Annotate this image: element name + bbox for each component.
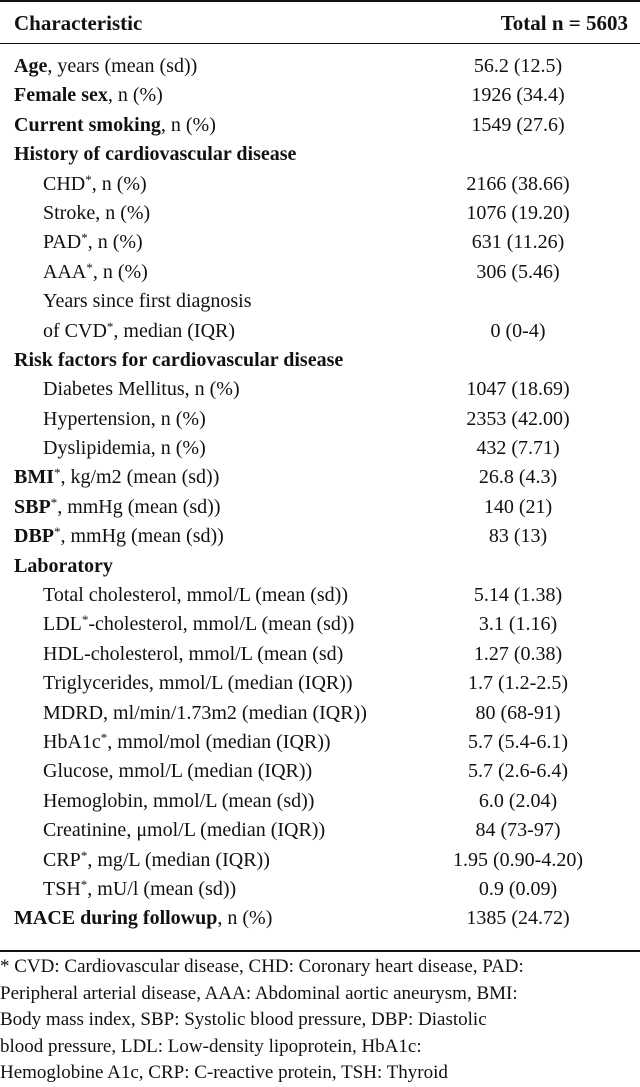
label-unit: , n (%) — [160, 113, 216, 136]
label-term: Hemoglobin — [43, 789, 143, 812]
label-term: HbA1c — [43, 730, 101, 753]
row-value: 5.7 (5.4-6.1) — [468, 730, 568, 753]
footnote-line: blood pressure, LDL: Low-density lipoprotein, HbA1c: — [0, 1035, 422, 1057]
row-value: 0 (0-4) — [490, 319, 546, 342]
table-row — [0, 81, 640, 110]
label-unit: , n (%) — [150, 407, 206, 430]
label-unit: , median (IQR) — [113, 319, 236, 342]
label-term: Total cholesterol — [43, 584, 177, 607]
table-row — [0, 199, 640, 228]
table-header — [0, 6, 640, 40]
table-row — [0, 463, 640, 492]
row-value: 3.1 (1.16) — [478, 613, 558, 636]
label-term-bold: Current smoking — [14, 113, 161, 136]
label-unit: , n (%) — [107, 84, 163, 107]
footnote-marker: * — [100, 729, 108, 745]
label-term: MDRD — [43, 701, 104, 724]
table-row — [0, 522, 640, 551]
row-value: 1047 (18.69) — [466, 378, 570, 401]
table-row — [0, 493, 640, 522]
section-heading-row — [0, 346, 640, 375]
label-term: Triglycerides — [43, 672, 149, 695]
label-unit: , kg/m2 (mean (sd)) — [60, 466, 220, 489]
row-label — [43, 317, 235, 346]
label-term-bold: DBP — [14, 525, 54, 548]
top-rule — [0, 0, 640, 2]
table-row — [0, 581, 640, 610]
row-label — [43, 258, 148, 287]
row-label — [14, 522, 224, 551]
label-term: Years since first diagnosis — [43, 290, 252, 313]
section-heading: Risk factors for cardiovascular disease — [14, 348, 344, 371]
footnote-marker: * — [80, 876, 88, 892]
footnote-marker: * — [106, 318, 114, 334]
footnote-marker: * — [54, 465, 61, 481]
label-unit: , ml/min/1.73m2 (median (IQR)) — [103, 701, 367, 724]
label-term: LDL — [43, 613, 82, 636]
table-row — [0, 52, 640, 81]
label-unit: , n (%) — [87, 231, 143, 254]
label-term: Stroke — [43, 201, 96, 224]
label-unit: , mmol/L (median (IQR)) — [108, 760, 313, 783]
label-term: Diabetes Mellitus — [43, 378, 185, 401]
table-row — [0, 375, 640, 404]
label-unit: , mg/L (median (IQR)) — [87, 848, 270, 871]
row-label — [14, 81, 163, 110]
row-label — [43, 581, 348, 610]
row-label — [14, 52, 197, 81]
row-value: 1385 (24.72) — [466, 907, 570, 930]
label-term: TSH — [43, 877, 81, 900]
section-heading: Laboratory — [14, 554, 113, 577]
table-row — [0, 317, 640, 346]
label-unit: , mmol/L (mean (sd)) — [176, 584, 348, 607]
row-label — [43, 669, 353, 698]
label-term-bold: Female sex — [14, 84, 108, 107]
label-term: of CVD — [43, 319, 107, 342]
table-row — [0, 405, 640, 434]
table-row — [0, 787, 640, 816]
row-label — [43, 405, 206, 434]
row-label — [43, 816, 325, 845]
row-value: 56.2 (12.5) — [473, 55, 563, 77]
row-label — [43, 228, 143, 257]
row-value: 1076 (19.20) — [466, 201, 570, 224]
label-unit: , n (%) — [150, 437, 206, 460]
header-rule — [0, 43, 640, 44]
label-term: Hypertension — [43, 407, 151, 430]
row-value: 1.27 (0.38) — [473, 642, 563, 665]
label-unit: , years (mean (sd)) — [47, 55, 198, 77]
table-row — [0, 434, 640, 463]
footnote-marker: * — [54, 524, 61, 540]
row-value: 83 (13) — [488, 525, 548, 548]
label-term-bold: Age — [14, 55, 48, 77]
label-unit: , mmol/mol (median (IQR)) — [107, 730, 331, 753]
row-label — [14, 463, 219, 492]
row-label — [43, 846, 270, 875]
footnote-line: Body mass index, SBP: Systolic blood pressure, DBP: Diastolic — [0, 1009, 487, 1030]
row-label — [43, 199, 150, 228]
header-total: Total n = 5603 — [500, 11, 628, 35]
label-unit: , mmol/L (median (IQR)) — [148, 672, 353, 695]
label-term: Dyslipidemia — [43, 437, 151, 460]
row-label — [43, 699, 367, 728]
footnote-line: Peripheral arterial disease, AAA: Abdominal aortic aneurysm, BMI: — [0, 982, 518, 1004]
row-label — [14, 904, 272, 933]
row-value: 84 (73-97) — [475, 819, 561, 842]
header-characteristic: Characteristic — [14, 11, 143, 35]
label-term: CHD — [43, 172, 86, 195]
row-value: 1926 (34.4) — [471, 84, 565, 107]
section-heading: History of cardiovascular disease — [14, 143, 297, 166]
table-row — [0, 728, 640, 757]
row-label — [43, 434, 206, 463]
table-row — [0, 228, 640, 257]
table-row — [0, 287, 640, 316]
row-label — [43, 757, 312, 786]
bottom-rule — [0, 950, 640, 952]
table-footnote — [0, 954, 636, 1087]
footnote-marker: * — [85, 171, 92, 187]
label-term: Creatinine — [43, 819, 127, 842]
row-value: 5.7 (2.6-6.4) — [468, 760, 568, 783]
row-value: 80 (68-91) — [475, 701, 561, 724]
footnote-marker: * — [86, 259, 93, 275]
row-label — [43, 787, 314, 816]
table-body — [0, 52, 640, 934]
table-row — [0, 757, 640, 786]
row-value: 306 (5.46) — [476, 260, 560, 283]
table-row — [0, 875, 640, 904]
table-row — [0, 699, 640, 728]
row-label — [43, 640, 343, 669]
table-row — [0, 669, 640, 698]
label-unit: , mU/l (mean (sd)) — [87, 877, 237, 900]
row-label — [43, 170, 147, 199]
table-row — [0, 610, 640, 639]
label-term: CRP — [43, 848, 81, 871]
label-term: AAA — [43, 260, 87, 283]
row-label — [14, 493, 220, 522]
row-value: 6.0 (2.04) — [478, 789, 558, 812]
row-value: 631 (11.26) — [471, 231, 565, 254]
label-term-bold: MACE during followup — [14, 907, 218, 930]
footnote-marker: * — [50, 494, 58, 510]
table-row — [0, 111, 640, 140]
row-value: 26.8 (4.3) — [478, 466, 558, 489]
row-label — [43, 287, 252, 316]
row-value: 432 (7.71) — [476, 437, 560, 460]
row-value: 0.9 (0.09) — [478, 877, 558, 900]
row-value: 1549 (27.6) — [471, 113, 565, 136]
label-term: Glucose — [43, 760, 109, 783]
label-term: HDL-cholesterol — [43, 642, 179, 665]
table-row — [0, 170, 640, 199]
footnote-line: * CVD: Cardiovascular disease, CHD: Coronary heart disease, PAD: — [0, 956, 524, 977]
row-label — [43, 728, 331, 757]
label-unit: , n (%) — [92, 260, 148, 283]
row-label — [43, 375, 240, 404]
label-unit: , n (%) — [217, 907, 273, 930]
label-term: PAD — [43, 231, 82, 254]
row-value: 5.14 (1.38) — [473, 584, 563, 607]
label-unit: , μmol/L (median (IQR)) — [126, 819, 326, 842]
row-label — [43, 875, 236, 904]
label-unit: , n (%) — [91, 172, 147, 195]
section-heading-row — [0, 552, 640, 581]
row-value: 2353 (42.00) — [466, 407, 570, 430]
footnote-marker: * — [81, 612, 89, 628]
label-unit: , n (%) — [184, 378, 240, 401]
row-value: 2166 (38.66) — [466, 172, 570, 195]
table-row — [0, 816, 640, 845]
table-row — [0, 846, 640, 875]
footnote-marker: * — [81, 230, 88, 246]
footnote-marker: * — [80, 847, 88, 863]
section-heading-row — [0, 140, 640, 169]
label-unit: , mmHg (mean (sd)) — [60, 525, 224, 548]
table-row — [0, 904, 640, 933]
row-value: 140 (21) — [483, 495, 553, 518]
row-label — [43, 610, 354, 639]
table-row — [0, 258, 640, 287]
footnote-line: Hemoglobine A1c, CRP: C-reactive protein, TSH: Thyroid — [0, 1062, 448, 1083]
row-value: 1.95 (0.90-4.20) — [453, 848, 583, 871]
table-row — [0, 640, 640, 669]
label-unit: , mmHg (mean (sd)) — [57, 495, 221, 518]
label-unit: , mmol/L (mean (sd)) — [143, 789, 315, 812]
label-term-bold: SBP — [14, 495, 51, 518]
label-term-bold: BMI — [14, 466, 54, 489]
row-value: 1.7 (1.2-2.5) — [468, 672, 568, 695]
label-unit: -cholesterol, mmol/L (mean (sd)) — [88, 613, 355, 636]
label-unit: , n (%) — [95, 201, 151, 224]
label-unit: , mmol/L (mean (sd) — [178, 642, 344, 665]
row-label — [14, 111, 216, 140]
